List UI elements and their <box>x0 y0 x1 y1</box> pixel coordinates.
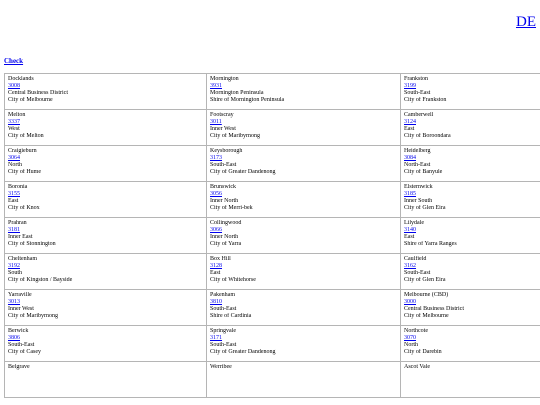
postcode-link[interactable]: 3070 <box>404 335 416 341</box>
suburb-council: City of Greater Dandenong <box>210 169 276 175</box>
suburb-name: Berwick <box>8 328 29 334</box>
suburb-cell <box>5 362 207 398</box>
suburb-region: South-East <box>404 90 431 96</box>
suburb-cell <box>207 182 401 218</box>
suburb-name: Cheltenham <box>8 256 37 262</box>
suburb-region: North <box>8 162 22 168</box>
postcode-link[interactable]: 3124 <box>404 119 416 125</box>
suburb-cell <box>5 74 207 110</box>
suburb-name: Footscray <box>210 112 234 118</box>
suburb-cell <box>207 146 401 182</box>
suburb-region: East <box>210 270 221 276</box>
suburb-council: City of Darebin <box>404 349 442 355</box>
suburb-name: Brunswick <box>210 184 236 190</box>
suburb-region: South-East <box>210 342 237 348</box>
suburb-council: City of Maribyrnong <box>210 133 260 139</box>
suburb-council: City of Glen Eira <box>404 277 446 283</box>
suburb-council: Shire of Cardinia <box>210 313 252 319</box>
suburb-cell <box>401 182 540 218</box>
suburb-cell <box>207 74 401 110</box>
suburb-cell <box>5 290 207 326</box>
suburb-council: City of Stonnington <box>8 241 56 247</box>
postcode-link[interactable]: 3084 <box>404 155 416 161</box>
postcode-link[interactable]: 3173 <box>210 155 222 161</box>
suburb-name: Lilydale <box>404 220 424 226</box>
language-switch-link[interactable]: DE <box>516 14 536 30</box>
postcode-link[interactable]: 3140 <box>404 227 416 233</box>
suburb-region: East <box>404 126 415 132</box>
postcode-link[interactable]: 3008 <box>8 83 20 89</box>
suburb-region: East <box>8 198 19 204</box>
suburb-cell <box>207 110 401 146</box>
postcode-link[interactable]: 3806 <box>8 335 20 341</box>
suburb-name: Boronia <box>8 184 28 190</box>
suburb-name: Docklands <box>8 76 34 82</box>
suburb-cell <box>5 146 207 182</box>
table-row <box>5 110 540 146</box>
suburb-council: City of Melbourne <box>8 97 53 103</box>
suburb-council: City of Kingston / Bayside <box>8 277 73 283</box>
suburb-council: City of Banyule <box>404 169 443 175</box>
suburb-cell <box>5 326 207 362</box>
suburb-council: City of Casey <box>8 349 41 355</box>
suburb-region: Inner West <box>210 126 236 132</box>
suburb-cell <box>401 254 540 290</box>
suburb-region: Inner West <box>8 306 34 312</box>
suburb-name: Northcote <box>404 328 428 334</box>
suburb-name: Box Hill <box>210 256 231 262</box>
suburb-name: Heidelberg <box>404 148 431 154</box>
suburb-region: East <box>404 234 415 240</box>
table-row <box>5 146 540 182</box>
suburb-table-body <box>5 74 540 398</box>
suburb-name: Elsternwick <box>404 184 433 190</box>
table-row <box>5 362 540 398</box>
postcode-link[interactable]: 3181 <box>8 227 20 233</box>
suburb-name: Mornington <box>210 76 239 82</box>
suburb-region: Central Business District <box>404 306 464 312</box>
postcode-link[interactable]: 3066 <box>210 227 222 233</box>
suburb-cell <box>401 362 540 398</box>
suburb-cell <box>5 182 207 218</box>
suburb-name: Camberwell <box>404 112 434 118</box>
suburb-cell <box>401 218 540 254</box>
suburb-cell <box>401 290 540 326</box>
suburb-region: Inner South <box>404 198 433 204</box>
suburb-name: Prahran <box>8 220 27 226</box>
suburb-name: Melton <box>8 112 26 118</box>
postcode-link[interactable]: 3931 <box>210 83 222 89</box>
suburb-region: North <box>404 342 418 348</box>
suburb-name: Ascot Vale <box>404 364 431 370</box>
suburb-council: City of Glen Eira <box>404 205 446 211</box>
postcode-link[interactable]: 3056 <box>210 191 222 197</box>
suburb-name: Belgrave <box>8 364 30 370</box>
suburb-region: Inner East <box>8 234 33 240</box>
suburb-name: Springvale <box>210 328 236 334</box>
suburb-council: City of Boroondara <box>404 133 451 139</box>
suburb-cell <box>401 146 540 182</box>
postcode-link[interactable]: 3162 <box>404 263 416 269</box>
postcode-link[interactable]: 3810 <box>210 299 222 305</box>
suburb-region: Mornington Peninsula <box>210 90 264 96</box>
table-row <box>5 218 540 254</box>
postcode-link[interactable]: 3064 <box>8 155 20 161</box>
suburb-name: Keysborough <box>210 148 243 154</box>
table-row <box>5 254 540 290</box>
postcode-link[interactable]: 3000 <box>404 299 416 305</box>
suburb-cell <box>5 254 207 290</box>
postcode-link[interactable]: 3337 <box>8 119 20 125</box>
postcode-link[interactable]: 3013 <box>8 299 20 305</box>
postcode-link[interactable]: 3128 <box>210 263 222 269</box>
suburb-cell <box>401 74 540 110</box>
postcode-link[interactable]: 3171 <box>210 335 222 341</box>
suburb-name: Melbourne (CBD) <box>404 292 449 298</box>
suburb-council: City of Yarra <box>210 241 242 247</box>
suburb-cell <box>207 218 401 254</box>
postcode-link[interactable]: 3192 <box>8 263 20 269</box>
postcode-link[interactable]: 3185 <box>404 191 416 197</box>
suburb-region: South-East <box>8 342 35 348</box>
postcode-link[interactable]: 3199 <box>404 83 416 89</box>
suburb-name: Yarraville <box>8 292 32 298</box>
suburb-council: City of Melbourne <box>404 313 449 319</box>
suburb-council: City of Melton <box>8 133 44 139</box>
suburb-table <box>4 73 540 398</box>
suburb-council: City of Maribyrnong <box>8 313 58 319</box>
suburb-name: Frankston <box>404 76 428 82</box>
postcode-link[interactable]: 3011 <box>210 119 222 125</box>
suburb-region: Inner North <box>210 234 239 240</box>
check-link[interactable]: Check <box>4 57 24 65</box>
suburb-cell <box>207 290 401 326</box>
suburb-cell <box>401 326 540 362</box>
suburb-council: City of Greater Dandenong <box>210 349 276 355</box>
suburb-region: South <box>8 270 23 276</box>
suburb-council: City of Merri-bek <box>210 205 253 211</box>
suburb-cell <box>207 362 401 398</box>
suburb-council: City of Knox <box>8 205 40 211</box>
suburb-cell <box>401 110 540 146</box>
suburb-region: South-East <box>404 270 431 276</box>
suburb-region: South-East <box>210 306 237 312</box>
suburb-council: City of Whitehorse <box>210 277 256 283</box>
table-row <box>5 326 540 362</box>
table-row <box>5 290 540 326</box>
suburb-name: Collingwood <box>210 220 242 226</box>
suburb-council: Shire of Mornington Peninsula <box>210 97 285 103</box>
suburb-name: Caulfield <box>404 256 427 262</box>
table-row <box>5 182 540 218</box>
suburb-council: City of Frankston <box>404 97 447 103</box>
suburb-name: Craigieburn <box>8 148 37 154</box>
postcode-link[interactable]: 3155 <box>8 191 20 197</box>
suburb-council: City of Hume <box>8 169 41 175</box>
suburb-name: Werribee <box>210 364 232 370</box>
suburb-cell <box>5 218 207 254</box>
suburb-region: Central Business District <box>8 90 68 96</box>
suburb-cell <box>207 326 401 362</box>
suburb-cell <box>5 110 207 146</box>
suburb-cell <box>207 254 401 290</box>
suburb-council: Shire of Yarra Ranges <box>404 241 457 247</box>
suburb-name: Pakenham <box>210 292 235 298</box>
suburb-region: North-East <box>404 162 431 168</box>
table-row <box>5 74 540 110</box>
suburb-region: West <box>8 126 20 132</box>
suburb-region: Inner North <box>210 198 239 204</box>
suburb-region: South-East <box>210 162 237 168</box>
